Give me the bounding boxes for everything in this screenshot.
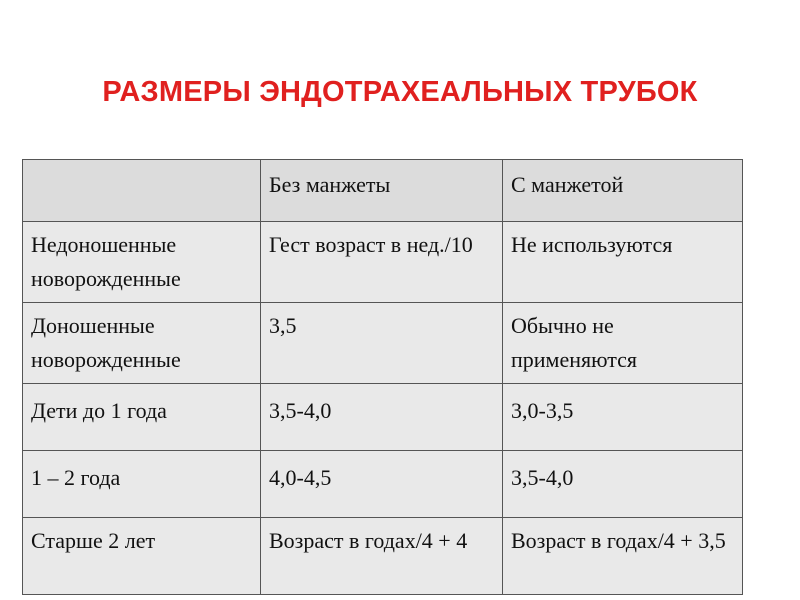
header-cell-empty — [23, 160, 261, 222]
cell-without-cuff: 4,0-4,5 — [261, 451, 503, 518]
table-row — [23, 518, 743, 595]
row-label: Доношенные новорожденные — [23, 303, 261, 384]
row-label: Дети до 1 года — [23, 384, 261, 451]
header-cell-with-cuff: С манжетой — [503, 160, 743, 222]
cell-without-cuff: 3,5 — [261, 303, 503, 384]
table-row — [23, 384, 743, 451]
cell-without-cuff: Возраст в годах/4 + 4 — [261, 518, 503, 595]
cell-with-cuff: Возраст в годах/4 + 3,5 — [503, 518, 743, 595]
row-label: Недоношенные новорожденные — [23, 222, 261, 303]
cell-with-cuff: 3,5-4,0 — [503, 451, 743, 518]
row-label: 1 – 2 года — [23, 451, 261, 518]
header-cell-without-cuff: Без манжеты — [261, 160, 503, 222]
table-row — [23, 222, 743, 303]
cell-without-cuff: 3,5-4,0 — [261, 384, 503, 451]
tube-size-table — [22, 159, 743, 595]
page-title: РАЗМЕРЫ ЭНДОТРАХЕАЛЬНЫХ ТРУБОК — [102, 76, 698, 108]
table-row — [23, 451, 743, 518]
table-header-row — [23, 160, 743, 222]
cell-with-cuff: Обычно не применяются — [503, 303, 743, 384]
table-row — [23, 303, 743, 384]
cell-with-cuff: 3,0-3,5 — [503, 384, 743, 451]
row-label: Старше 2 лет — [23, 518, 261, 595]
cell-with-cuff: Не используются — [503, 222, 743, 303]
cell-without-cuff: Гест возраст в нед./10 — [261, 222, 503, 303]
